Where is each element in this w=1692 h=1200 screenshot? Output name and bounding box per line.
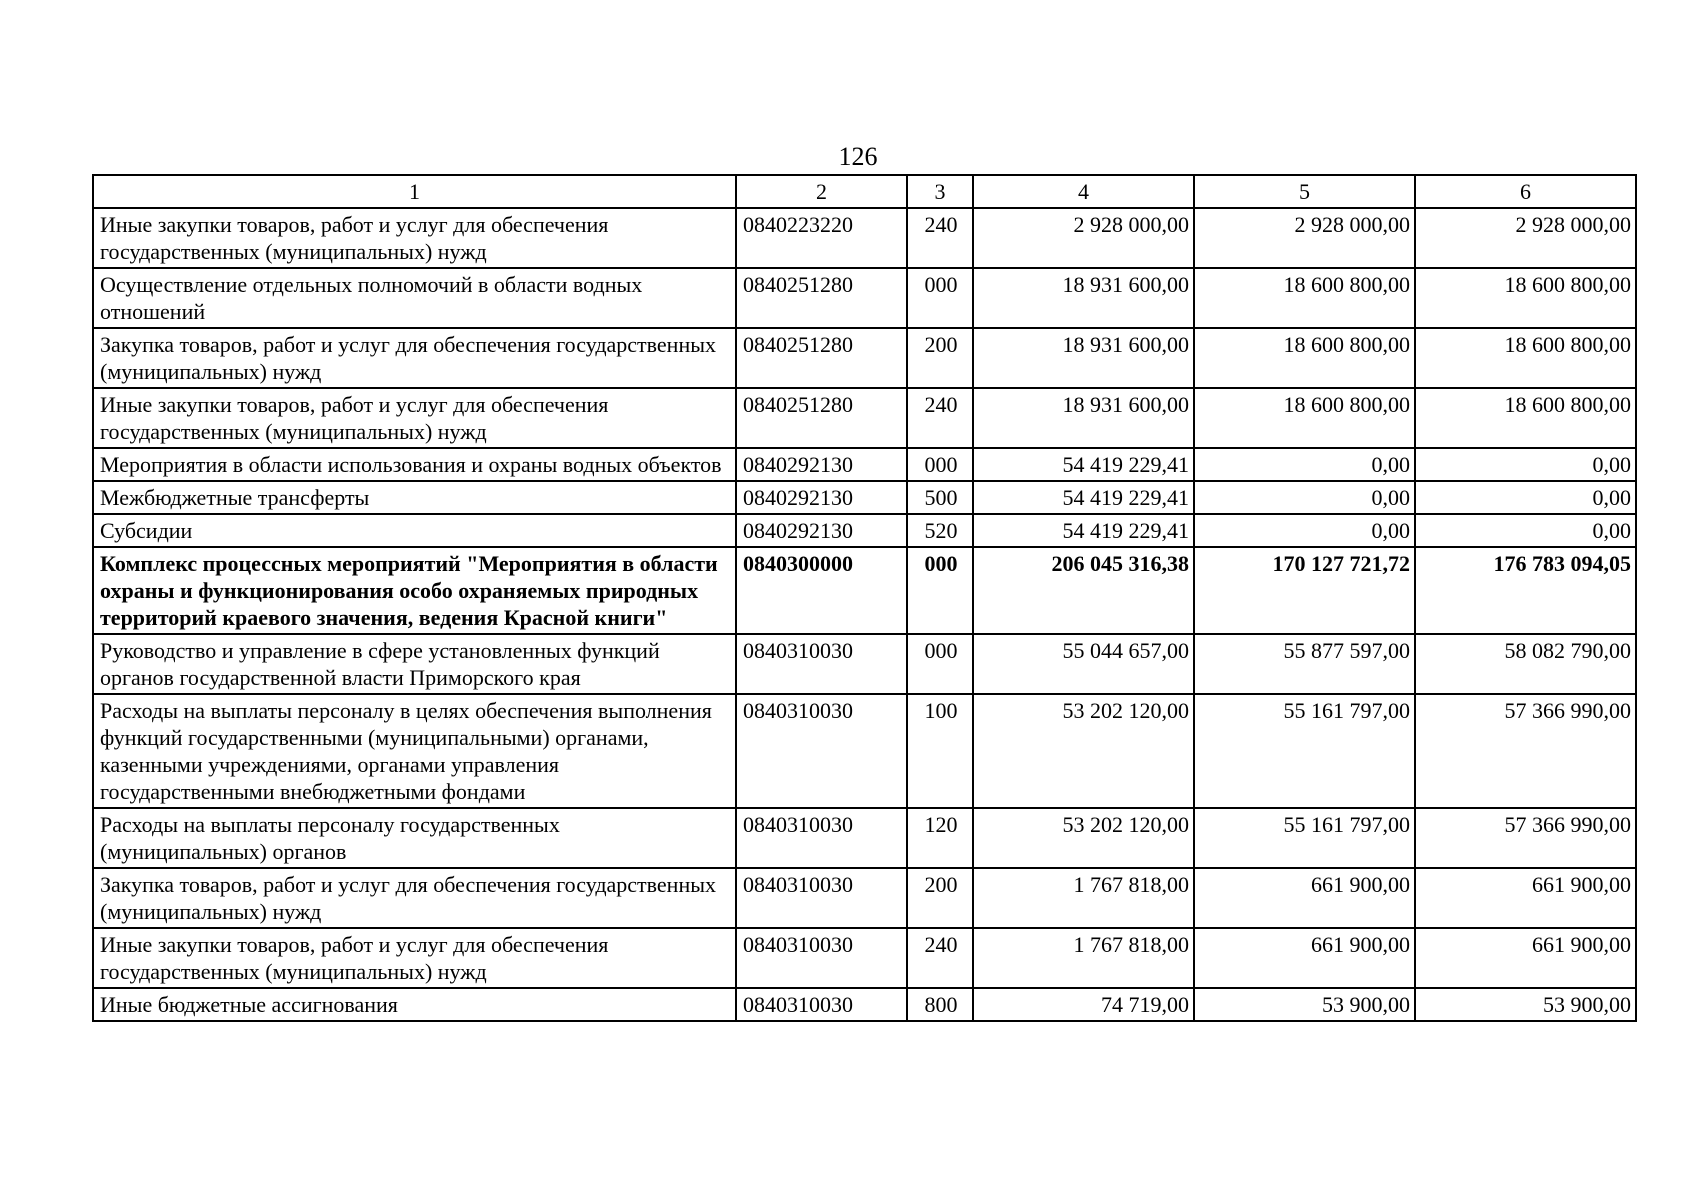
row-value-col4-cell: 54 419 229,41 <box>973 514 1194 547</box>
row-value-col6-cell: 661 900,00 <box>1415 868 1636 928</box>
row-name-cell: Осуществление отдельных полномочий в области водных отношений <box>93 268 736 328</box>
row-value-col5-cell: 55 161 797,00 <box>1194 808 1415 868</box>
row-code-cell: 0840310030 <box>736 808 907 868</box>
row-value-col6-cell: 57 366 990,00 <box>1415 808 1636 868</box>
row-code-cell: 0840310030 <box>736 928 907 988</box>
header-cell-5: 5 <box>1194 175 1415 208</box>
row-type-cell: 240 <box>907 388 973 448</box>
row-name-cell: Субсидии <box>93 514 736 547</box>
page-number: 126 <box>838 142 878 171</box>
budget-table <box>92 174 1637 1022</box>
row-name-cell: Иные закупки товаров, работ и услуг для обеспечения государственных (муниципальных) нужд <box>93 208 736 268</box>
row-type-cell: 800 <box>907 988 973 1021</box>
row-value-col4-cell: 2 928 000,00 <box>973 208 1194 268</box>
header-cell-2: 2 <box>736 175 907 208</box>
row-code-cell: 0840292130 <box>736 514 907 547</box>
row-type-cell: 500 <box>907 481 973 514</box>
row-type-cell: 100 <box>907 694 973 808</box>
table-row <box>93 928 1636 988</box>
row-value-col6-cell: 58 082 790,00 <box>1415 634 1636 694</box>
row-value-col6-cell: 18 600 800,00 <box>1415 268 1636 328</box>
table-row <box>93 268 1636 328</box>
row-value-col5-cell: 53 900,00 <box>1194 988 1415 1021</box>
row-value-col4-cell: 18 931 600,00 <box>973 268 1194 328</box>
row-value-col6-cell: 18 600 800,00 <box>1415 388 1636 448</box>
row-value-col4-cell: 1 767 818,00 <box>973 868 1194 928</box>
row-code-cell: 0840292130 <box>736 448 907 481</box>
row-value-col4-cell: 53 202 120,00 <box>973 808 1194 868</box>
row-type-cell: 000 <box>907 448 973 481</box>
row-value-col5-cell: 2 928 000,00 <box>1194 208 1415 268</box>
row-code-cell: 0840310030 <box>736 988 907 1021</box>
row-code-cell: 0840310030 <box>736 634 907 694</box>
header-row <box>93 175 1636 208</box>
row-type-cell: 520 <box>907 514 973 547</box>
row-value-col5-cell: 55 877 597,00 <box>1194 634 1415 694</box>
row-type-cell: 000 <box>907 268 973 328</box>
table-row <box>93 988 1636 1021</box>
row-code-cell: 0840300000 <box>736 547 907 634</box>
table-body <box>93 208 1636 1021</box>
row-value-col5-cell: 18 600 800,00 <box>1194 268 1415 328</box>
row-type-cell: 200 <box>907 328 973 388</box>
header-cell-3: 3 <box>907 175 973 208</box>
row-value-col5-cell: 0,00 <box>1194 481 1415 514</box>
row-name-cell: Мероприятия в области использования и охраны водных объектов <box>93 448 736 481</box>
row-type-cell: 000 <box>907 547 973 634</box>
row-code-cell: 0840251280 <box>736 268 907 328</box>
row-name-cell: Закупка товаров, работ и услуг для обеспечения государственных (муниципальных) нужд <box>93 868 736 928</box>
row-code-cell: 0840292130 <box>736 481 907 514</box>
row-code-cell: 0840310030 <box>736 868 907 928</box>
row-value-col5-cell: 0,00 <box>1194 448 1415 481</box>
row-value-col6-cell: 661 900,00 <box>1415 928 1636 988</box>
row-value-col5-cell: 55 161 797,00 <box>1194 694 1415 808</box>
row-name-cell: Иные закупки товаров, работ и услуг для обеспечения государственных (муниципальных) нужд <box>93 928 736 988</box>
row-name-cell: Иные бюджетные ассигнования <box>93 988 736 1021</box>
row-code-cell: 0840310030 <box>736 694 907 808</box>
row-name-cell: Закупка товаров, работ и услуг для обеспечения государственных (муниципальных) нужд <box>93 328 736 388</box>
row-value-col4-cell: 18 931 600,00 <box>973 328 1194 388</box>
row-value-col6-cell: 57 366 990,00 <box>1415 694 1636 808</box>
table-row <box>93 448 1636 481</box>
row-name-cell: Расходы на выплаты персоналу государственных (муниципальных) органов <box>93 808 736 868</box>
row-name-cell: Комплекс процессных мероприятий "Мероприятия в области охраны и функционирования особо охраняемых природных территорий краевого значения, ведения Красной книги" <box>93 547 736 634</box>
row-value-col6-cell: 18 600 800,00 <box>1415 328 1636 388</box>
row-value-col4-cell: 54 419 229,41 <box>973 481 1194 514</box>
row-type-cell: 000 <box>907 634 973 694</box>
row-value-col6-cell: 0,00 <box>1415 481 1636 514</box>
header-cell-1: 1 <box>93 175 736 208</box>
row-value-col4-cell: 1 767 818,00 <box>973 928 1194 988</box>
table-row <box>93 388 1636 448</box>
row-value-col5-cell: 18 600 800,00 <box>1194 388 1415 448</box>
row-value-col4-cell: 206 045 316,38 <box>973 547 1194 634</box>
table-row <box>93 547 1636 634</box>
header-cell-6: 6 <box>1415 175 1636 208</box>
row-name-cell: Иные закупки товаров, работ и услуг для обеспечения государственных (муниципальных) нужд <box>93 388 736 448</box>
header-cell-4: 4 <box>973 175 1194 208</box>
row-value-col4-cell: 74 719,00 <box>973 988 1194 1021</box>
row-value-col5-cell: 0,00 <box>1194 514 1415 547</box>
table-row <box>93 694 1636 808</box>
row-value-col4-cell: 18 931 600,00 <box>973 388 1194 448</box>
row-type-cell: 240 <box>907 208 973 268</box>
table-row <box>93 481 1636 514</box>
table-row <box>93 328 1636 388</box>
row-value-col4-cell: 55 044 657,00 <box>973 634 1194 694</box>
row-value-col5-cell: 661 900,00 <box>1194 868 1415 928</box>
row-value-col6-cell: 53 900,00 <box>1415 988 1636 1021</box>
row-value-col5-cell: 18 600 800,00 <box>1194 328 1415 388</box>
table-row <box>93 868 1636 928</box>
row-type-cell: 120 <box>907 808 973 868</box>
row-value-col4-cell: 54 419 229,41 <box>973 448 1194 481</box>
table-row <box>93 514 1636 547</box>
row-type-cell: 200 <box>907 868 973 928</box>
row-value-col6-cell: 176 783 094,05 <box>1415 547 1636 634</box>
row-name-cell: Руководство и управление в сфере установленных функций органов государственной власти Приморского края <box>93 634 736 694</box>
row-name-cell: Межбюджетные трансферты <box>93 481 736 514</box>
row-type-cell: 240 <box>907 928 973 988</box>
row-code-cell: 0840251280 <box>736 328 907 388</box>
row-code-cell: 0840223220 <box>736 208 907 268</box>
row-code-cell: 0840251280 <box>736 388 907 448</box>
row-value-col6-cell: 2 928 000,00 <box>1415 208 1636 268</box>
row-value-col6-cell: 0,00 <box>1415 448 1636 481</box>
row-value-col5-cell: 661 900,00 <box>1194 928 1415 988</box>
table-row <box>93 808 1636 868</box>
row-value-col5-cell: 170 127 721,72 <box>1194 547 1415 634</box>
row-name-cell: Расходы на выплаты персоналу в целях обеспечения выполнения функций государственными (муниципальными) органами, казенными учреждениями, органами управления государственными внебюджетными фондами <box>93 694 736 808</box>
row-value-col4-cell: 53 202 120,00 <box>973 694 1194 808</box>
table-row <box>93 634 1636 694</box>
table-row <box>93 208 1636 268</box>
row-value-col6-cell: 0,00 <box>1415 514 1636 547</box>
